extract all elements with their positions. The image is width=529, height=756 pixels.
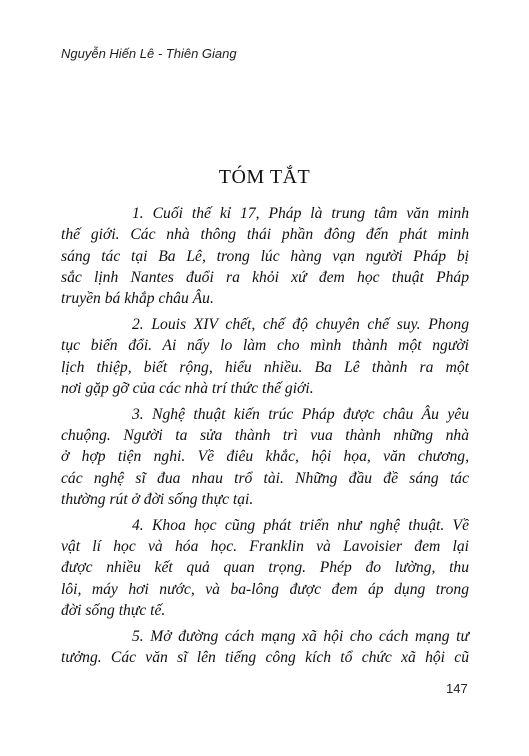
- summary-paragraph: [61, 314, 469, 399]
- paragraph-line: lịch thiệp, biết rộng, hiểu nhiều. Ba Lê thành ra một: [61, 358, 469, 376]
- paragraph-line: 4. Khoa học cũng phát triển như nghệ thuật. Về: [132, 516, 469, 534]
- paragraph-line: sáng tác tại Ba Lê, trong lúc hàng vạn người Pháp bị: [61, 247, 469, 265]
- running-header: Nguyễn Hiến Lê - Thiên Giang: [61, 46, 237, 61]
- paragraph-line: chuộng. Người ta sửa thành trì vua thành những nhà: [61, 426, 469, 444]
- paragraph-line: 1. Cuối thế kỉ 17, Pháp là trung tâm văn minh: [132, 205, 469, 222]
- summary-body: [61, 203, 469, 673]
- section-title: TÓM TẮT: [218, 166, 311, 188]
- paragraph-line: 3. Nghệ thuật kiến trúc Pháp được châu Âu yêu: [132, 405, 469, 423]
- summary-paragraph: [61, 203, 469, 309]
- paragraph-line: đời sống thực tế.: [61, 601, 166, 619]
- summary-paragraph: [61, 515, 469, 621]
- paragraph-line: sắc lịnh Nantes đuổi ra khỏi xứ đem học thuật Pháp: [61, 268, 469, 286]
- paragraph-line: nơi gặp gỡ của các nhà trí thức thế giới.: [61, 379, 314, 397]
- paragraph-line: các nghệ sĩ đua nhau trổ tài. Những đầu đề sáng tác: [61, 469, 469, 487]
- paragraph-line: lôi, máy hơi nước, và ba-lông được đem áp dụng trong: [61, 580, 469, 598]
- paragraph-line: ở hợp tiện nghi. Về điêu khắc, hội họa, văn chương,: [61, 448, 469, 466]
- page-number: 147: [446, 681, 468, 696]
- paragraph-line: truyền bá khắp châu Âu.: [61, 290, 214, 308]
- paragraph-line: được nhiều kết quả quan trọng. Phép đo lường, thu: [61, 559, 469, 577]
- summary-paragraph: [61, 404, 469, 510]
- paragraph-line: 5. Mở đường cách mạng xã hội cho cách mạng tư: [132, 627, 469, 645]
- paragraph-line: tưởng. Các văn sĩ lên tiếng công kích tổ chức xã hội cũ: [61, 648, 469, 666]
- paragraph-line: thế giới. Các nhà thông thái phần đông đến phát minh: [61, 226, 469, 244]
- summary-paragraph: [61, 626, 469, 669]
- paragraph-line: thường rút ở đời sống thực tại.: [61, 490, 254, 508]
- paragraph-line: 2. Louis XIV chết, chế độ chuyên chế suy. Phong: [132, 315, 469, 333]
- paragraph-line: vật lí học và hóa học. Franklin và Lavoisier đem lại: [61, 537, 469, 555]
- paragraph-line: tục biến đổi. Ai nấy lo làm cho mình thành một người: [61, 337, 469, 355]
